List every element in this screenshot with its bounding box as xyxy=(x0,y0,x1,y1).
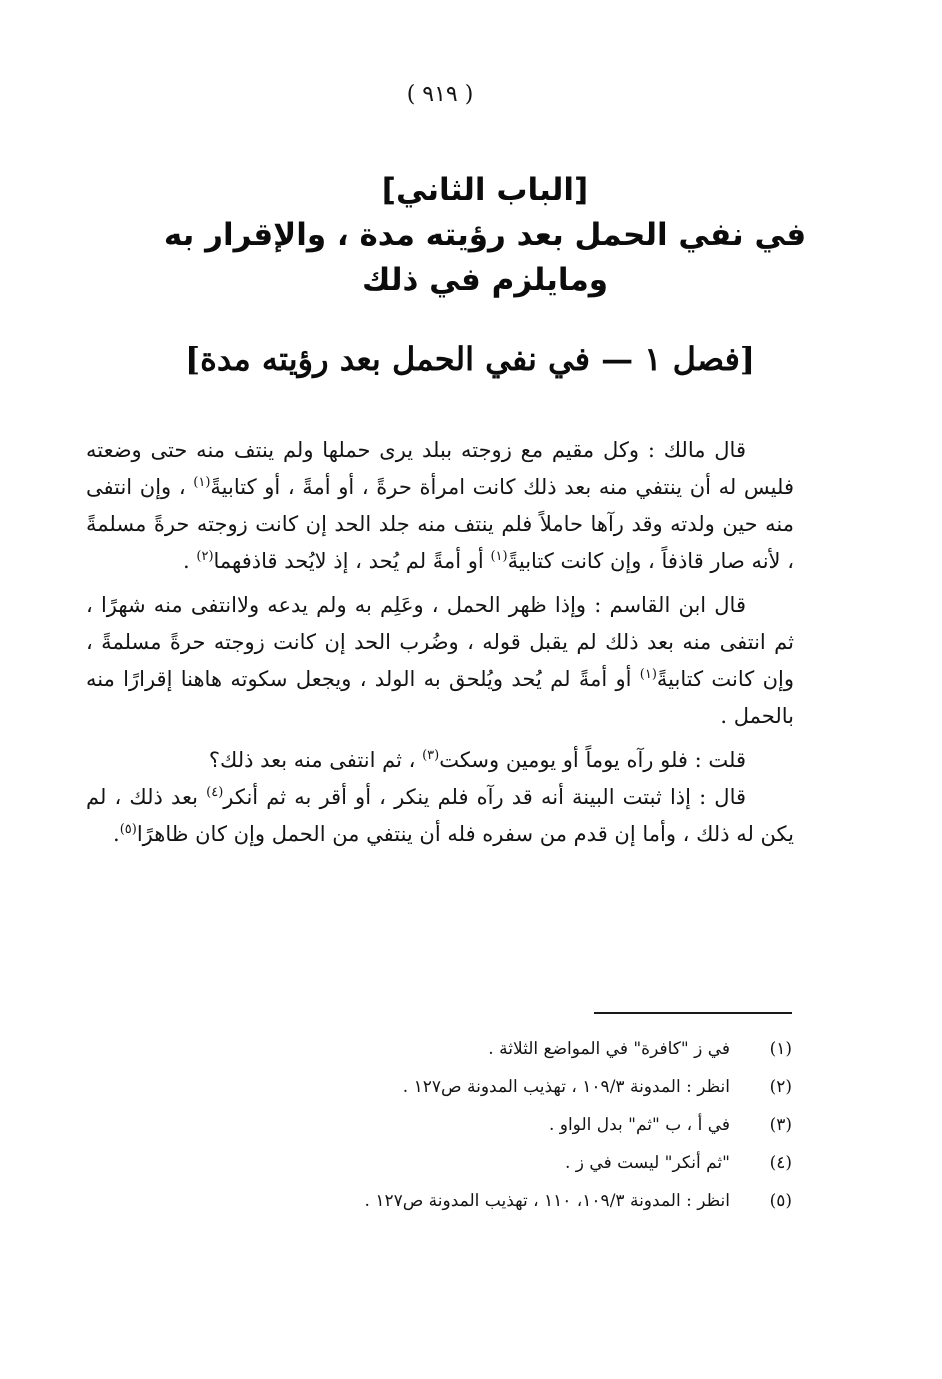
page-number: ( ٩١٩ ) xyxy=(406,82,474,107)
paragraph-text: . xyxy=(113,822,120,846)
footnote-text: "ثم أنكر" ليست في ز . xyxy=(564,1153,730,1173)
chapter-heading xyxy=(150,168,820,303)
footnote-ref: (٥) xyxy=(119,822,137,837)
footnotes xyxy=(150,1030,792,1220)
paragraph xyxy=(86,587,794,735)
footnote-ref: (١) xyxy=(193,475,211,490)
footnote-item xyxy=(150,1182,792,1220)
footnote-number: (٤) xyxy=(769,1153,792,1173)
footnote-number: (٥) xyxy=(769,1191,792,1211)
paragraph-text: بعد ذلك ، لم يكن له ذلك ، وأما إن قدم من سفره فله أن ينتفي من الحمل وإن كان ظاهرًا xyxy=(86,785,794,846)
chapter-title-line: ومايلزم في ذلك xyxy=(361,262,609,298)
footnote-ref: (٣) xyxy=(422,748,440,763)
footnote-ref: (٤) xyxy=(206,785,224,800)
paragraph-text: ، ثم انتفى منه بعد ذلك؟ xyxy=(208,748,423,772)
footnote-ref: (١) xyxy=(490,549,508,564)
footnote-item xyxy=(150,1144,792,1182)
footnote-ref: (٢) xyxy=(196,549,214,564)
footnote-number: (١) xyxy=(769,1039,792,1059)
footnote-text: في أ ، ب "ثم" بدل الواو . xyxy=(548,1115,730,1135)
paragraph xyxy=(86,779,794,853)
paragraph-text: ، وإن انتفى منه حين ولدته وقد رآها حاملاً فلم ينتف منه جلد الحد إن كانت زوجته حرةً مسلمةً ، لأنه صار قاذفاً ، وإن كانت كتابيةً xyxy=(86,475,794,573)
footnote-text: انظر : المدونة ١٠٩/٣ ، تهذيب المدونة ص١٢٧ . xyxy=(402,1077,730,1097)
paragraph xyxy=(86,742,794,779)
paragraph-text: قال : إذا ثبتت البينة أنه قد رآه فلم ينكر ، أو أقر به ثم أنكر xyxy=(223,785,746,809)
chapter-title-line: في نفي الحمل بعد رؤيته مدة ، والإقرار به xyxy=(163,217,807,253)
body-text xyxy=(86,432,794,860)
section-title: [فصل ١ — في نفي الحمل بعد رؤيته مدة] xyxy=(184,340,756,378)
paragraph-text: أو أمةً لم يُحد ويُلحق به الولد ، ويجعل سكوته هاهنا إقرارًا منه بالحمل . xyxy=(86,667,794,728)
paragraph-text: قلت : فلو رآه يوماً أو يومين وسكت xyxy=(439,748,746,772)
footnote-ref: (١) xyxy=(639,667,657,682)
paragraph-text: قال ابن القاسم : وإذا ظهر الحمل ، وعَلِم به ولم يدعه ولاانتفى منه شهرًا ، ثم انتفى منه بعد ذلك لم يقبل قوله ، وضُرب الحد إن كانت زوجته حرةً مسلمةً ، وإن كانت كتابيةً xyxy=(86,593,794,691)
footnote-text: انظر : المدونة ١٠٩/٣، ١١٠ ، تهذيب المدونة ص١٢٧ . xyxy=(364,1191,730,1211)
footnote-item xyxy=(150,1030,792,1068)
paragraph-text: قال مالك : وكل مقيم مع زوجته ببلد يرى حملها ولم ينتف منه حتى وضعته فليس له أن ينتفي منه بعد ذلك كانت امرأة حرةً ، أو أمةً ، أو كتابيةً xyxy=(86,438,795,499)
footnote-item xyxy=(150,1068,792,1106)
footnote-number: (٣) xyxy=(769,1115,792,1135)
paragraph-text: أو أمةً لم يُحد ، إذ لايُحد قاذفهما xyxy=(213,549,491,573)
footnote-number: (٢) xyxy=(769,1077,792,1097)
footnote-text: في ز "كافرة" في المواضع الثلاثة . xyxy=(488,1039,730,1059)
footnote-separator xyxy=(594,1012,792,1014)
paragraph xyxy=(86,432,794,580)
paragraph-text: . xyxy=(183,549,197,573)
chapter-label: [الباب الثاني] xyxy=(381,172,589,208)
footnote-item xyxy=(150,1106,792,1144)
